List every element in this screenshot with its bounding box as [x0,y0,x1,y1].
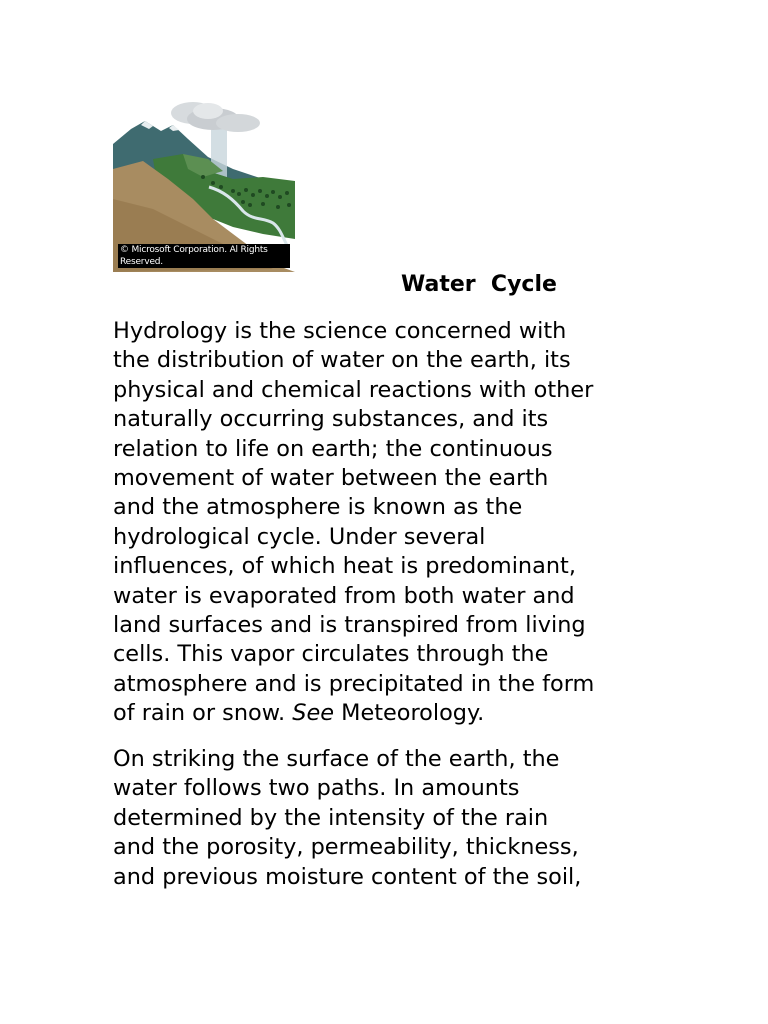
copyright-caption [118,244,290,268]
document-title: Water Cycle [401,272,557,297]
paragraph-2-line: On striking the surface of the earth, the [113,746,560,772]
paragraph-1-line: Hydrology is the science concerned with [113,318,567,344]
paragraph-1-line: cells. This vapor circulates through the [113,641,549,668]
paragraph-1-line: movement of water between the earth [113,465,549,492]
paragraph-1-line-text: of rain or snow. [113,700,286,727]
paragraph-2-line: and previous moisture content of the soil, [113,863,582,890]
paragraph-2 [113,745,673,892]
cross-reference-meteorology: Meteorology. [341,700,485,727]
paragraph-1-line: atmosphere and is precipitated in the form [113,670,595,697]
paragraph-1-line: hydrological cycle. Under several [113,523,486,550]
paragraph-1-line: water is evaporated from both water and [113,582,575,609]
paragraph-2-line: determined by the intensity of the rain [113,804,549,831]
copyright-line-2: Reserved. [120,257,163,267]
paragraph-1-line: influences, of which heat is predominant, [113,553,576,580]
paragraph-1-line: and the atmosphere is known as the [113,494,523,521]
paragraph-1-line: naturally occurring substances, and its [113,406,549,433]
paragraph-2-line: and the porosity, permeability, thickness, [113,834,579,861]
paragraph-2-line: water follows two paths. In amounts [113,775,520,802]
see-reference-word: See [292,700,334,727]
water-cycle-illustration [113,99,295,272]
paragraph-1-last-line [113,699,673,728]
paragraph-1 [113,317,673,729]
paragraph-1-line: relation to life on earth; the continuous [113,435,553,462]
paragraph-1-line: physical and chemical reactions with other [113,376,594,403]
paragraph-1-line: land surfaces and is transpired from living [113,612,586,639]
copyright-line-1: © Microsoft Corporation. Al Rights [120,245,268,255]
paragraph-1-line: the distribution of water on the earth, its [113,347,571,374]
